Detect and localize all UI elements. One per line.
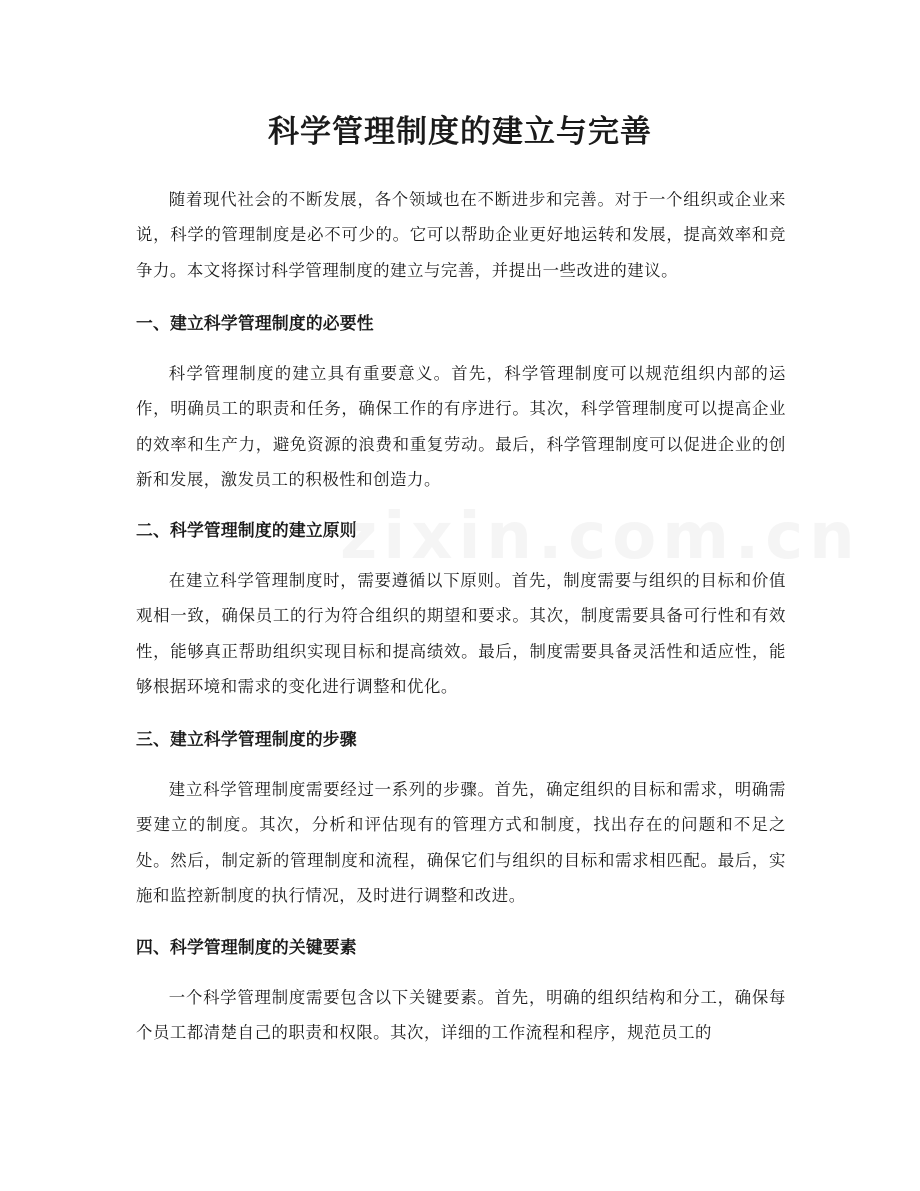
section-4-body-block [136, 980, 786, 1051]
section-2-body-block [136, 563, 786, 704]
section-3 [136, 724, 786, 754]
section-4 [136, 932, 786, 962]
intro-paragraph: 随着现代社会的不断发展，各个领域也在不断进步和完善。对于一个组织或企业来说，科学的管理制度是必不可少的。它可以帮助企业更好地运转和发展，提高效率和竞争力。本文将探讨科学管理制度的建立与完善，并提出一些改进的建议。 [136, 190, 786, 280]
section-heading: 二、科学管理制度的建立原则 [136, 520, 357, 540]
page-title: 科学管理制度的建立与完善 [268, 114, 652, 150]
section-heading: 一、建立科学管理制度的必要性 [136, 313, 374, 333]
section-paragraph: 一个科学管理制度需要包含以下关键要素。首先，明确的组织结构和分工，确保每个员工都清楚自己的职责和权限。其次，详细的工作流程和程序，规范员工的 [136, 988, 786, 1043]
section-1-body-block [136, 356, 786, 497]
section-paragraph: 建立科学管理制度需要经过一系列的步骤。首先，确定组织的目标和需求，明确需要建立的制度。其次，分析和评估现有的管理方式和制度，找出存在的问题和不足之处。然后，制定新的管理制度和流程，确保它们与组织的目标和需求相匹配。最后，实施和监控新制度的执行情况，及时进行调整和改进。 [136, 780, 786, 905]
section-heading: 三、建立科学管理制度的步骤 [136, 729, 357, 749]
intro-block [136, 182, 786, 288]
section-3-body-block [136, 772, 786, 913]
section-2 [136, 515, 786, 545]
section-paragraph: 在建立科学管理制度时，需要遵循以下原则。首先，制度需要与组织的目标和价值观相一致，确保员工的行为符合组织的期望和要求。其次，制度需要具备可行性和有效性，能够真正帮助组织实现目标和提高绩效。最后，制度需要具备灵活性和适应性，能够根据环境和需求的变化进行调整和优化。 [136, 571, 786, 696]
section-heading: 四、科学管理制度的关键要素 [136, 937, 357, 957]
watermark-text: zixin.com.cn [340, 500, 861, 574]
section-paragraph: 科学管理制度的建立具有重要意义。首先，科学管理制度可以规范组织内部的运作，明确员工的职责和任务，确保工作的有序进行。其次，科学管理制度可以提高企业的效率和生产力，避免资源的浪费和重复劳动。最后，科学管理制度可以促进企业的创新和发展，激发员工的积极性和创造力。 [136, 364, 786, 489]
section-1 [136, 308, 786, 338]
